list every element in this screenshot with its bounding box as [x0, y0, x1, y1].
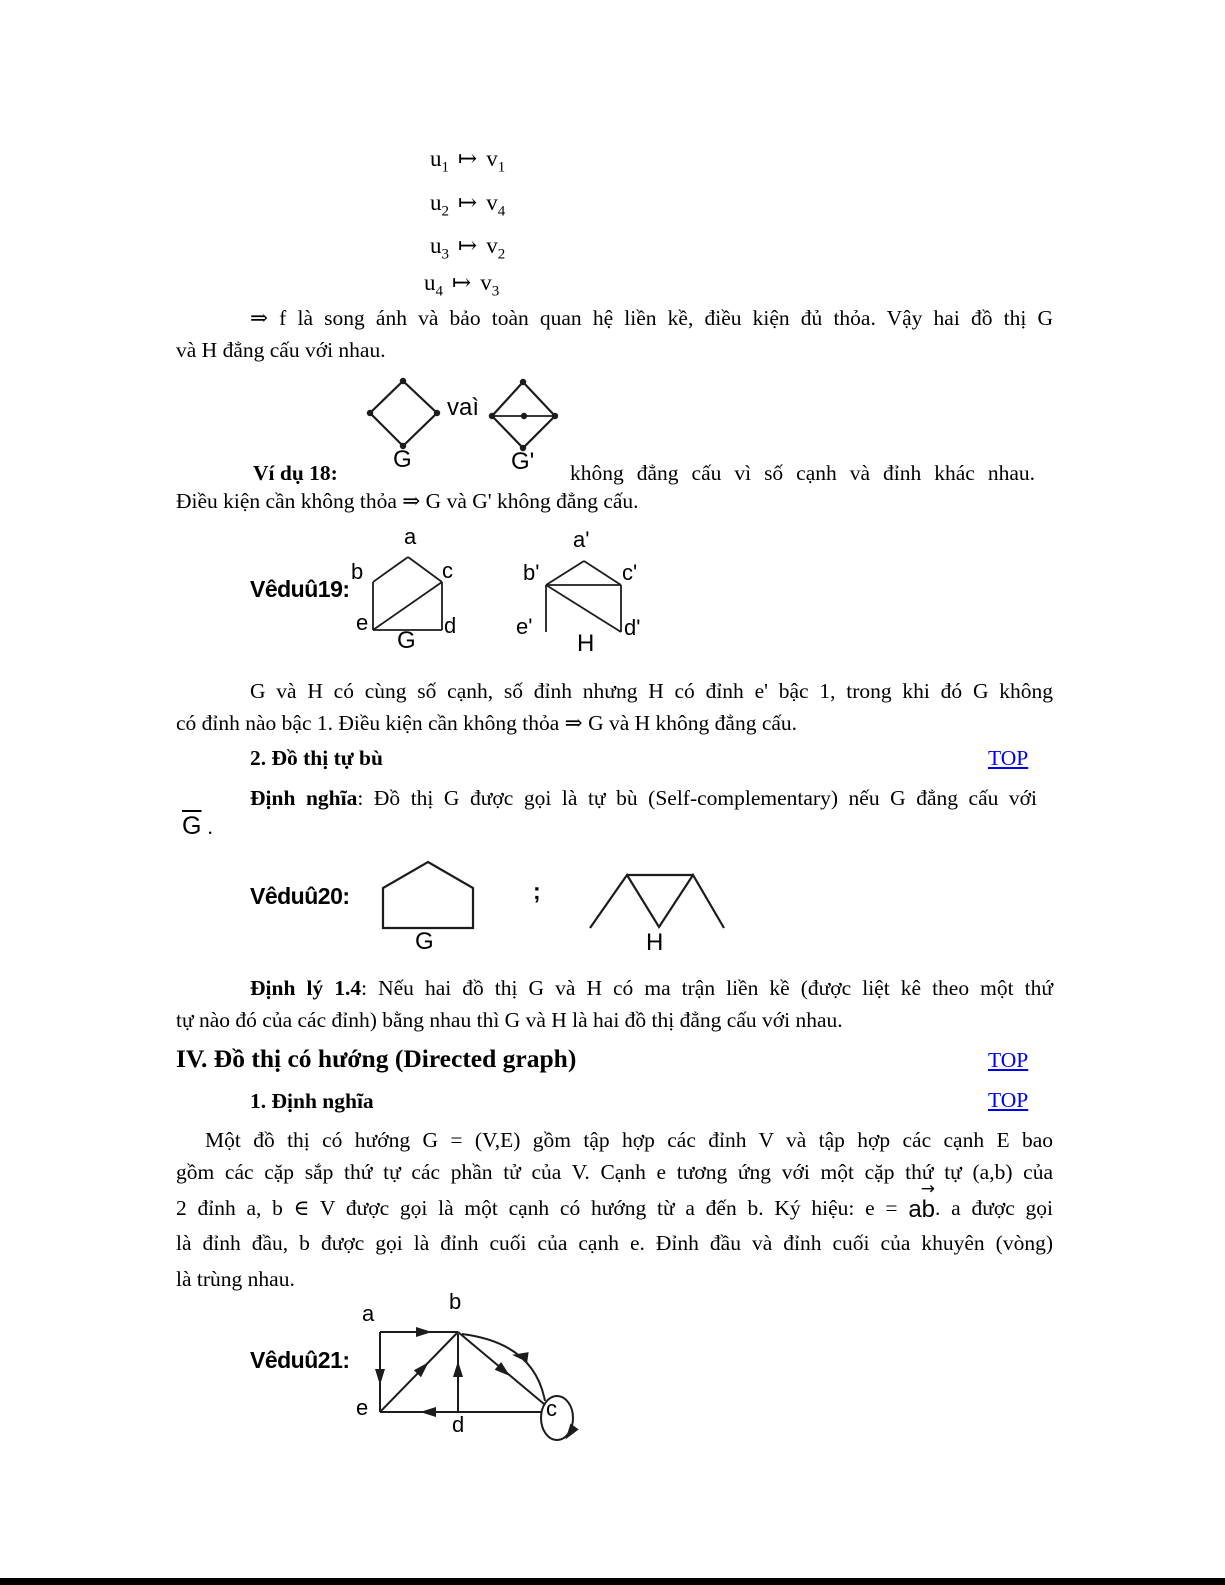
- graph-h-zigzag: [590, 875, 724, 928]
- theorem-line1: [250, 975, 1053, 1002]
- definition-bold: Định nghĩa: [250, 786, 358, 810]
- definition-line: [250, 785, 1037, 812]
- map-lhs: u: [430, 190, 442, 215]
- example-18-label: Ví dụ 18:: [253, 461, 338, 485]
- mapping-row-1: $u_1$ ↦ $v_1$: [430, 146, 506, 176]
- theorem-line2: tự nào đó của các đỉnh) bằng nhau thì G và H là hai đồ thị đẳng cấu với nhau.: [176, 1008, 843, 1032]
- line3-pre: 2 đỉnh a, b ∈ V được gọi là một cạnh có hướng từ a đến b. Ký hiệu: e =: [176, 1196, 909, 1220]
- vertex-e-label: e: [356, 1395, 369, 1420]
- figure-text-vai: vaì: [447, 394, 480, 421]
- example-21-label: Vêduû21:: [250, 1347, 350, 1373]
- theorem-bold: Định lý 1.4: [250, 976, 362, 1000]
- mapsto-icon: ↦: [458, 190, 478, 216]
- section-2-heading: 2. Đồ thị tự bù: [250, 746, 383, 770]
- vertex-a-label: a: [404, 524, 417, 549]
- line3-post: . a được gọi: [935, 1196, 1053, 1220]
- vertex-d-label: d: [452, 1412, 465, 1437]
- graph-g-pentagon: [383, 862, 473, 928]
- example-21-digraph-figure: [340, 1285, 600, 1460]
- para-directed-line1: Một đồ thị có hướng G = (V,E) gồm tập hợp các đỉnh V và tập hợp các cạnh E bao: [205, 1128, 1053, 1152]
- graph-g-name: G: [397, 627, 416, 654]
- para-gh-line2: có đỉnh nào bậc 1. Điều kiện cần không thỏa ⇒ G và H không đẳng cấu.: [176, 711, 798, 735]
- top-link-section4-1[interactable]: TOP: [988, 1088, 1029, 1112]
- top-link-section4[interactable]: TOP: [988, 1048, 1029, 1072]
- map-lhs: u: [430, 146, 442, 171]
- definition-rest: : Đồ thị G được gọi là tự bù (Self-complementary) nếu G đẳng cấu với: [357, 786, 1038, 810]
- graph-h-name: H: [646, 929, 664, 956]
- map-rhs: v: [486, 233, 498, 258]
- vertex-b-label: b: [449, 1289, 462, 1314]
- graph-g2-label: G': [511, 448, 535, 475]
- example-20-label: Vêduû20:: [250, 883, 350, 909]
- vertex-a2-label: a': [573, 527, 590, 552]
- separator-semicolon: ;: [533, 878, 541, 904]
- graph-g-edges: [373, 557, 442, 630]
- map-rhs: v: [480, 270, 492, 295]
- example-19-label: Vêduû19:: [250, 576, 350, 602]
- section-4-1-heading: 1. Định nghĩa: [250, 1089, 374, 1113]
- mapping-row-2: $u_2$ ↦ $v_4$: [430, 190, 506, 220]
- mapsto-icon: ↦: [452, 270, 472, 296]
- para-directed-line5: là trùng nhau.: [176, 1267, 295, 1291]
- map-lhs: u: [430, 233, 442, 258]
- edge-ab-vector: → ab: [908, 1179, 936, 1223]
- vertex-a-label: a: [362, 1301, 375, 1326]
- para-directed-line3: [176, 1179, 1053, 1223]
- mapping-row-4: $u_4$ ↦ $v_3$: [424, 270, 500, 300]
- vertex-d2-label: d': [624, 615, 641, 640]
- mapsto-icon: ↦: [458, 233, 478, 259]
- vertex-c-label: c: [442, 558, 453, 583]
- example-19-graphs-figure: [340, 520, 660, 645]
- digraph-edges: [380, 1332, 573, 1440]
- vertex-c2-label: c': [622, 560, 638, 585]
- para-isomorphism-line1: ⇒ f là song ánh và bảo toàn quan hệ liền kề, điều kiện đủ thỏa. Vậy hai đồ thị G: [250, 306, 1053, 330]
- map-rhs: v: [486, 146, 498, 171]
- vector-arrow-icon: →: [920, 1179, 936, 1199]
- vertex-c-label: c: [546, 1396, 557, 1421]
- vertex-d-label: d: [444, 613, 457, 638]
- example-18-line2: Điều kiện cần không thỏa ⇒ G và G' không đẳng cấu.: [176, 489, 639, 513]
- vertex-b-label: b: [351, 559, 364, 584]
- theorem-rest: : Nếu hai đồ thị G và H có ma trận liền kề (được liệt kê theo một thứ: [361, 976, 1053, 1000]
- graph-g-label: G: [393, 446, 412, 473]
- para-isomorphism-line2: và H đẳng cấu với nhau.: [176, 338, 386, 362]
- top-link-section2[interactable]: TOP: [988, 746, 1029, 770]
- map-rhs: v: [486, 190, 498, 215]
- graph-h-name: H: [577, 630, 595, 657]
- graph-g-name: G: [415, 928, 434, 955]
- graph-g-diamond: [370, 381, 437, 446]
- mapsto-icon: ↦: [458, 146, 478, 172]
- section-4-heading: IV. Đồ thị có hướng (Directed graph): [176, 1044, 577, 1073]
- example-20-graphs-figure: [375, 850, 735, 935]
- graph-h-edges: [546, 561, 621, 632]
- mapping-row-3: $u_3$ ↦ $v_2$: [430, 233, 506, 263]
- vertex-b2-label: b': [523, 560, 540, 585]
- g-complement-symbol: $\overline{G}$ .: [182, 812, 213, 840]
- vertex-e-label: e: [356, 610, 369, 635]
- para-directed-line2: gồm các cặp sắp thứ tự các phần tử của V. Cạnh e tương ứng với một cặp thứ tự (a,b) của: [176, 1160, 1053, 1184]
- example-18-line1: không đẳng cấu vì số cạnh và đỉnh khác nhau.: [570, 461, 1035, 485]
- para-gh-line1: G và H có cùng số cạnh, số đỉnh nhưng H có đỉnh e' bậc 1, trong khi đó G không: [250, 679, 1053, 703]
- para-directed-line4: là đỉnh đầu, b được gọi là đỉnh cuối của cạnh e. Đỉnh đầu và đỉnh cuối của khuyên (vòng): [176, 1231, 1053, 1255]
- bottom-divider-bar: [0, 1578, 1225, 1585]
- vertex-e2-label: e': [516, 614, 533, 639]
- map-lhs: u: [424, 270, 436, 295]
